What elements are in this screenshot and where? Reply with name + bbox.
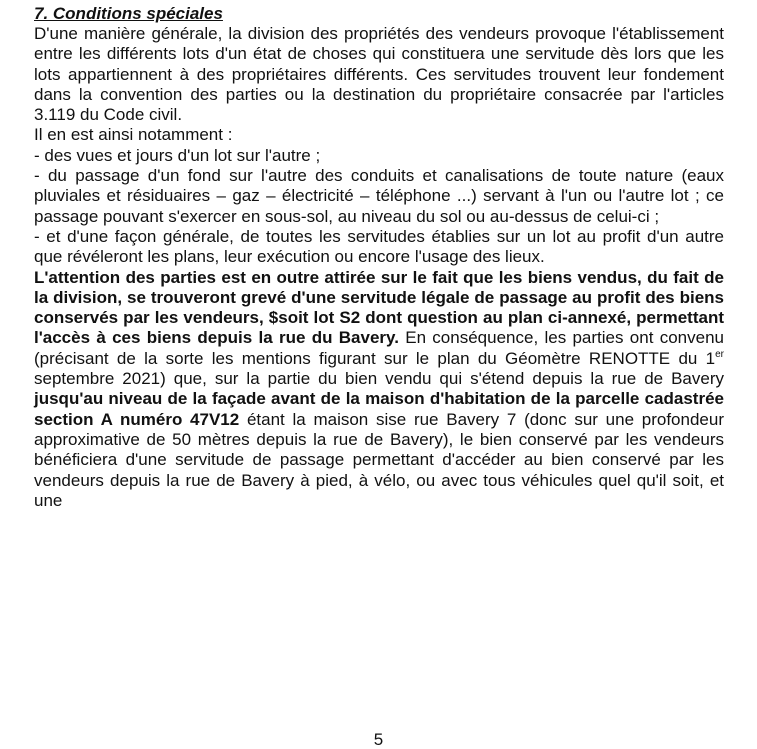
list-item-servitudes: - et d'une façon générale, de toutes les servitudes établies sur un lot au profit d'un autre que révéleront les plans, leur exécution ou encore l'usage des lieux. [34, 226, 724, 267]
consequence-text: En conséquence, les parties ont convenu (précisant de la sorte les mentions figurant sur le plan du Géomètre RENOTTE du 1 [34, 328, 724, 368]
list-intro: Il en est ainsi notamment : [34, 125, 233, 145]
superscript-er: er [715, 348, 724, 360]
section-heading: 7. Conditions spéciales [34, 4, 223, 23]
facade-bold-text: jusqu'au niveau de la façade avant de la maison d'habitation de la parcelle cadastrée section A numéro 47V12 [34, 389, 724, 429]
paragraph-attention [34, 268, 724, 512]
page-number: 5 [373, 730, 384, 749]
date-text: septembre 2021) que, sur la partie du bien vendu qui s'étend depuis la rue de Bavery [34, 369, 724, 389]
document-page [34, 4, 724, 511]
list-item-passage: - du passage d'un fond sur l'autre des conduits et canalisations de toute nature (eaux pluviales et résiduaires – gaz – électricité – téléphone ...) servant à l'un ou l'autre lot ; ce passage pouvant s'exercer en sous-sol, au niveau du sol ou au-dessus de celui-ci ; [34, 166, 724, 226]
paragraph-general: D'une manière générale, la division des propriétés des vendeurs provoque l'établissement entre les différents lots d'un état de choses qui constituera une servitude dès lors que les lots appartiennent à des propriétaires différents. Ces servitudes trouvent leur fondement dans la convention des parties ou la destination du propriétaire consacrée par l'articles 3.119 du Code civil. [34, 24, 724, 125]
list-item-views: - des vues et jours d'un lot sur l'autre ; [34, 145, 321, 165]
servitude-text: étant la maison sise rue Bavery 7 (donc sur une profondeur approximative de 50 mètres depuis la rue de Bavery), le bien conservé par les vendeurs bénéficiera d'une servitude de passage permettant d'accéder au bien conservé par les vendeurs depuis la rue de Bavery à pied, à vélo, ou avec tous véhicules quel qu'il soit, et une [34, 409, 724, 510]
attention-bold-text: L'attention des parties est en outre attirée sur le fait que les biens vendus, du fait de la division, se trouveront grevé d'une servitude légale de passage au profit des biens conservés par les vendeurs, $soit lot S2 dont question au plan ci-annexé, permettant l'accès à ces biens depuis la rue du Bavery. [34, 267, 724, 348]
